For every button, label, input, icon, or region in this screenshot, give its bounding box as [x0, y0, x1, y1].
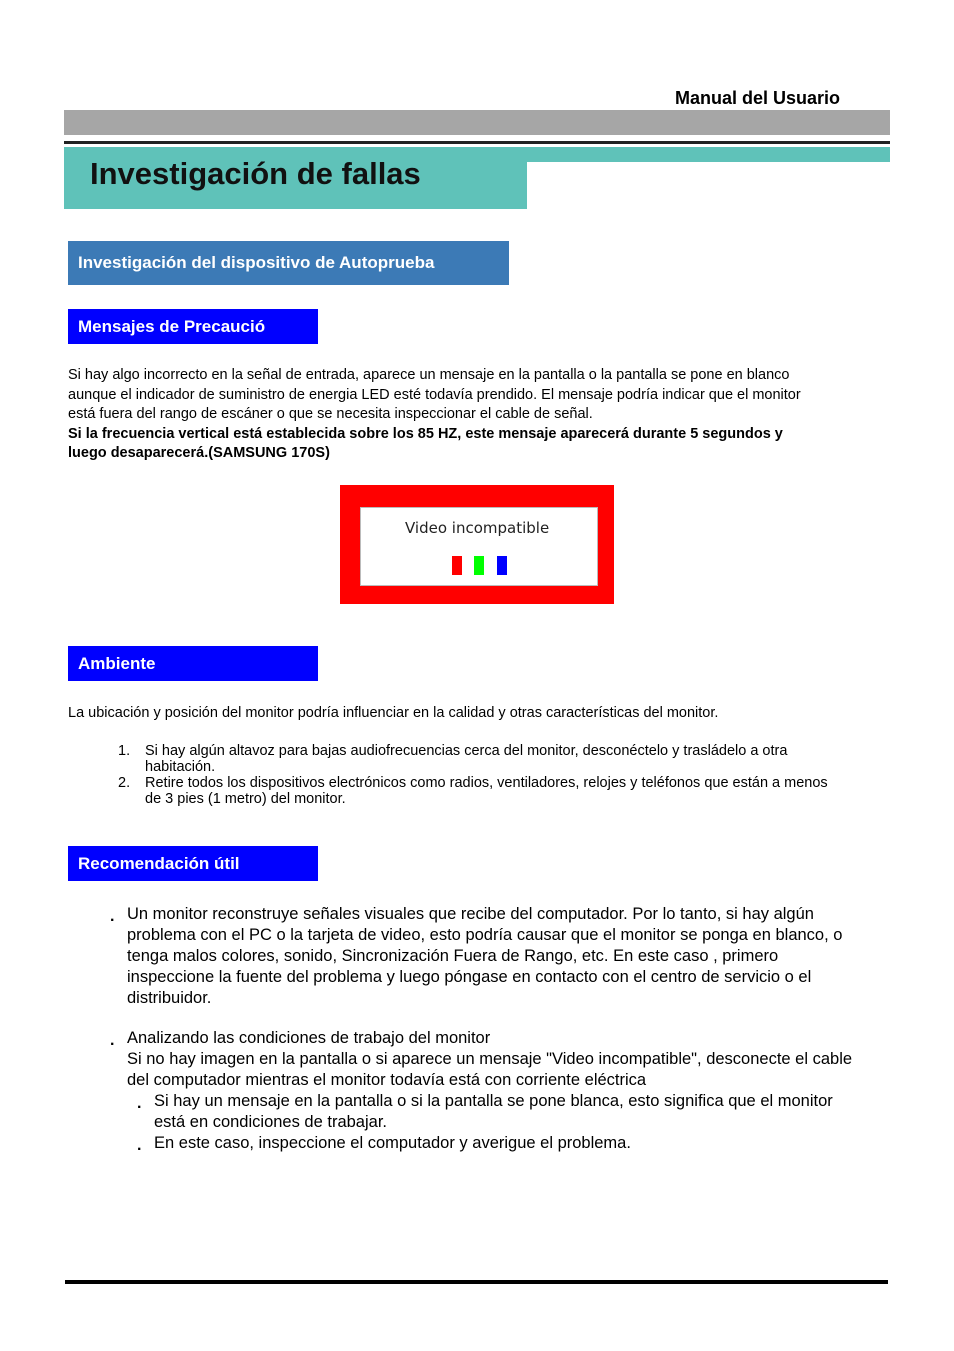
osd-red-bar — [452, 556, 462, 575]
bullet-line: del computador mientras el monitor todavía está con corriente eléctrica — [127, 1071, 647, 1089]
footer-rule — [65, 1280, 888, 1284]
list-item-text — [145, 775, 890, 807]
precaucion-paragraph — [68, 366, 890, 464]
subsection-heading-precaucion: Mensajes de Precaució — [68, 309, 318, 344]
page-title: Investigación de fallas — [90, 156, 421, 191]
bullet-line: inspeccione la fuente del problema y luego póngase en contacto con el centro de servicio o el — [127, 968, 812, 986]
osd-message-text: Video incompatible — [405, 519, 550, 537]
bullet-text — [154, 1133, 894, 1154]
list-line: Retire todos los dispositivos electrónicos como radios, ventiladores, relojes y teléfonos que están a menos — [145, 775, 828, 791]
paragraph-line: aunque el indicador de suministro de energia LED esté todavía prendido. El mensaje podría indicar que el monitor — [68, 386, 801, 403]
list-line: de 3 pies (1 metro) del monitor. — [145, 791, 346, 807]
bullet-dot-icon: . — [110, 908, 115, 925]
bullet-line: tenga malos colores, sonido, Sincronización Fuera de Rango, etc. En este caso , primero — [127, 947, 779, 965]
bullet-text — [154, 1091, 894, 1133]
paragraph-line: Si hay algo incorrecto en la señal de entrada, aparece un mensaje en la pantalla o la pantalla se pone en blanco — [68, 367, 790, 383]
list-line: habitación. — [145, 759, 216, 775]
bullet-line: Analizando las condiciones de trabajo del monitor — [127, 1029, 491, 1047]
header-gray-bar — [64, 110, 890, 135]
bullet-line: está en condiciones de trabajar. — [154, 1113, 387, 1131]
osd-green-bar — [474, 556, 484, 575]
paragraph-line: está fuera del rango de escáner o que se necesita inspeccionar el cable de señal. — [68, 406, 593, 422]
list-number: 1. — [118, 743, 131, 759]
bullet-dot-icon: . — [137, 1137, 142, 1154]
bullet-text — [127, 904, 897, 1009]
bullet-line: Un monitor reconstruye señales visuales que recibe del computador. Por lo tanto, si hay algún — [127, 905, 814, 923]
title-rule — [64, 141, 890, 144]
paragraph-line: Si la frecuencia vertical está establecida sobre los 85 HZ, este mensaje aparecerá durante 5 segundos y — [68, 425, 783, 442]
section-heading-autoprueba: Investigación del dispositivo de Autoprueba — [68, 241, 509, 285]
title-tab-extension — [527, 147, 890, 162]
manual-title: Manual del Usuario — [674, 88, 840, 108]
bullet-line: distribuidor. — [127, 989, 212, 1007]
list-line: Si hay algún altavoz para bajas audiofrecuencias cerca del monitor, desconéctelo y trasládelo a otra — [145, 743, 788, 759]
osd-blue-bar — [497, 556, 507, 575]
bullet-dot-icon: . — [110, 1032, 115, 1049]
list-item-text — [145, 743, 890, 775]
precaucion-bold-note — [68, 425, 890, 464]
title-tab-curve — [527, 162, 567, 209]
list-number: 2. — [118, 775, 131, 791]
paragraph-line: luego desaparecerá.(SAMSUNG 170S) — [68, 445, 330, 461]
ambiente-intro: La ubicación y posición del monitor podría influenciar en la calidad y otras características del monitor. — [68, 705, 719, 721]
subsection-heading-recomendacion: Recomendación útil — [68, 846, 318, 881]
subsection-heading-ambiente: Ambiente — [68, 646, 318, 681]
bullet-line: problema con el PC o la tarjeta de video, esto podría causar que el monitor se ponga en blanco, o — [127, 926, 843, 944]
bullet-line: Si no hay imagen en la pantalla o si aparece un mensaje "Video incompatible", desconecte el cable — [127, 1050, 853, 1068]
bullet-line: En este caso, inspeccione el computador y averigue el problema. — [154, 1134, 631, 1152]
bullet-line: Si hay un mensaje en la pantalla o si la pantalla se pone blanca, esto significa que el monitor — [154, 1092, 833, 1110]
bullet-text — [127, 1028, 897, 1091]
bullet-dot-icon: . — [137, 1095, 142, 1112]
